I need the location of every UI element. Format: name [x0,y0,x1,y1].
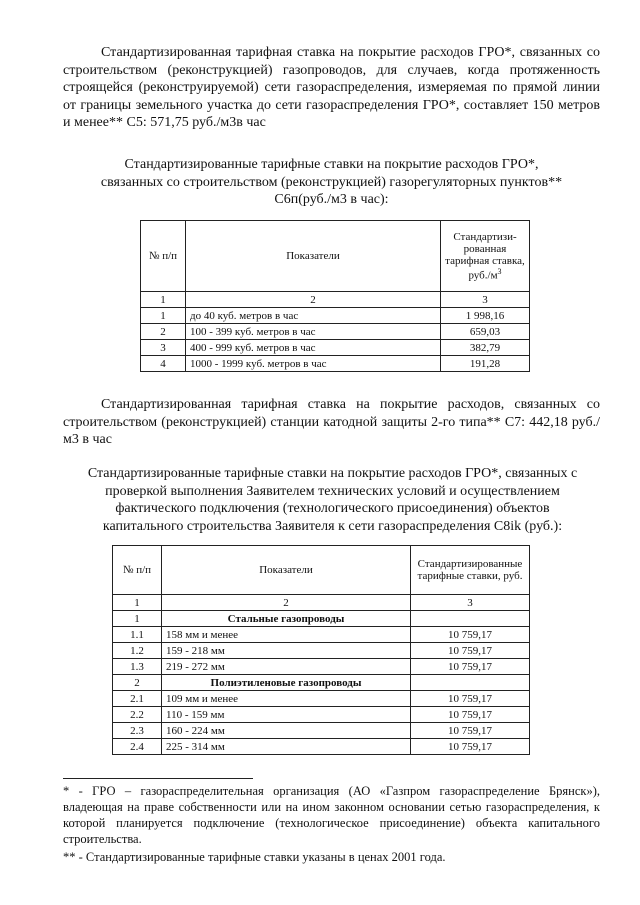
table-header-row: № п/п Показатели Стандартизированные тарифные ставки, руб. [113,546,530,595]
section-heading-c8: Стандартизированные тарифные ставки на покрытие расходов ГРО*, связанных с проверкой выполнения Заявителем технических условий и осуществлением фактического подключения (технологического присоединения) объектов капитального строительства Заявителя к сети газораспределения C8ik (руб.): [87,466,578,534]
table-section-row: 2 Полиэтиленовые газопроводы [113,675,530,691]
table-c8 [112,545,530,755]
table-row: 2 100 - 399 куб. метров в час 659,03 [141,324,530,340]
footnote-divider [63,778,253,779]
table-index-row: 1 2 3 [141,292,530,308]
table-index-row: 1 2 3 [113,595,530,611]
table-row: 1.3 219 - 272 мм 10 759,17 [113,659,530,675]
table-section-row: 1 Стальные газопроводы [113,611,530,627]
cathodic-paragraph: Стандартизированная тарифная ставка на покрытие расходов, связанных со строительством (реконструкцией) станции катодной защиты 2-го типа** С7: 442,18 руб./м3 в час [63,397,600,447]
table-header-row: № п/п Показатели Стандартизи-рованная тарифная ставка, $руб./м^3$ [141,221,530,292]
intro-paragraph: Стандартизированная тарифная ставка на покрытие расходов ГРО*, связанных со строительством (реконструкцией) газопроводов, для случаев, когда протяженность строящейся (реконструируемой) сети газораспределения, измеряемая по прямой линии от границы земельного участка до сети газораспределения ГРО*, составляет 150 метров и менее** С5: 571,75 руб./м3в час [63,45,600,130]
table-row: 2.1 109 мм и менее 10 759,17 [113,691,530,707]
table-row: 2.3 160 - 224 мм 10 759,17 [113,723,530,739]
table-row: 4 1000 - 1999 куб. метров в час 191,28 [141,356,530,372]
footnote-prices: ** - Стандартизированные тарифные ставки указаны в ценах 2001 года. [63,850,446,864]
table-row: 2.2 110 - 159 мм 10 759,17 [113,707,530,723]
section-heading-c6: Стандартизированные тарифные ставки на покрытие расходов ГРО*, связанных со строительством (реконструкцией) газорегуляторных пунктов** С6п(руб./м3 в час): [100,157,563,207]
table-row: 2.4 225 - 314 мм 10 759,17 [113,739,530,755]
table-row: 3 400 - 999 куб. метров в час 382,79 [141,340,530,356]
table-row: 1.1 158 мм и менее 10 759,17 [113,627,530,643]
footnote-gro: * - ГРО – газораспределительная организация (АО «Газпром газораспределение Брянск»), владеющая на праве собственности или на ином законном основании сетью газораспределения, к которой планируется подключение (технологическое присоединение) объекта капитального строительства. [63,784,600,846]
table-c6 [140,220,530,372]
table-row: 1.2 159 - 218 мм 10 759,17 [113,643,530,659]
table-row: 1 до 40 куб. метров в час 1 998,16 [141,308,530,324]
